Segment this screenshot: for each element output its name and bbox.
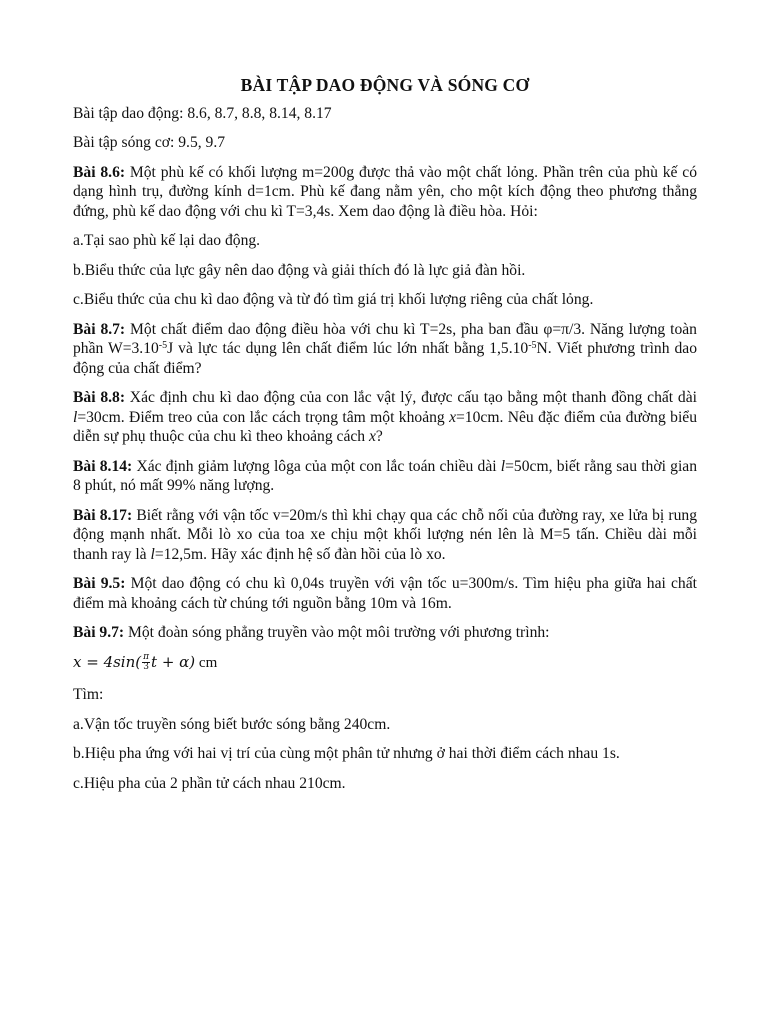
exercise-8-8 [73, 388, 697, 447]
fraction-numerator: π [143, 652, 150, 662]
exercise-8-14 [73, 457, 697, 496]
exponent: -5 [158, 340, 168, 351]
exercise-label: Bài 9.7: [73, 624, 125, 641]
page-title: BÀI TẬP DAO ĐỘNG VÀ SÓNG CƠ [240, 75, 530, 95]
exercise-text: Một chất điểm dao động điều hòa với chu kì T=2s, pha ban đầu φ=π/3. Năng lượng toàn phần W=3.10 [73, 320, 697, 357]
variable-x: x [449, 408, 457, 426]
exercise-9-7 [73, 623, 697, 643]
exercise-text: Một đoàn sóng phẳng truyền vào một môi trường với phương trình: [124, 624, 550, 641]
exercise-text: Một dao động có chu kì 0,04s truyền với vận tốc u=300m/s. Tìm hiệu pha giữa hai chất điểm mà khoảng cách từ chúng tới nguồn bằng 10m và 16m. [73, 575, 697, 612]
exercise-9-5 [73, 574, 697, 613]
exercise-text: Một phù kế có khối lượng m=200g được thả vào một chất lỏng. Phần trên của phù kế có dạng hình trụ, đường kính d=1cm. Phù kế đang nằm yên, cho một kích động theo phương thẳng đứng, phù kế dao động với chu kì T=3,4s. Xem dao động là điều hòa. Hỏi: [73, 163, 697, 220]
exercise-text: Biết rằng với vận tốc v=20m/s thì khi chạy qua các chỗ nối của đường ray, xe lửa bị rung động mạnh nhất. Mỗi lò xo của toa xe chịu một khối lượng nén lên là M=5 tấn. Chiều dài mỗi thanh ray là [73, 506, 697, 563]
fraction [142, 653, 150, 672]
exercise-label: Bài 8.14: [73, 457, 133, 475]
exercise-9-7-part-c: c.Hiệu pha của 2 phần tử cách nhau 210cm. [73, 774, 346, 792]
exercise-text: Xác định chu kì dao động của con lắc vật lý, được cấu tạo bằng một thanh đồng chất dài [125, 389, 697, 406]
equation-lhs: x = 4sin( [73, 652, 142, 671]
document-page [73, 76, 697, 803]
variable-l: l [73, 408, 78, 426]
exercise-text: =12,5m. Hãy xác định hệ số đàn hồi của lò xo. [154, 545, 446, 563]
wave-exercise-list: Bài tập sóng cơ: 9.5, 9.7 [73, 134, 226, 151]
equation-rhs: t + α) [151, 652, 196, 671]
exercise-label: Bài 8.7: [73, 320, 126, 338]
exercise-8-6-part-c: c.Biểu thức của chu kì dao động và từ đó tìm giá trị khối lượng riêng của chất lỏng. [73, 291, 594, 308]
exercise-text: J và lực tác dụng lên chất điểm lúc lớn nhất bằng 1,5.10 [167, 340, 529, 357]
exercise-8-6 [73, 163, 697, 222]
exercise-text: =50cm, biết rằng sau thời gian 8 phút, nó mất 99% năng lượng. [73, 457, 697, 494]
variable-x: x [368, 428, 376, 445]
wave-equation [73, 653, 697, 674]
exercise-text: ? [375, 428, 383, 445]
exercise-text: =30cm. Điểm treo của con lắc cách trọng tâm một khoảng [77, 408, 450, 426]
variable-l: l [500, 457, 506, 475]
exercise-9-7-part-a: a.Vận tốc truyền sóng biết bước sóng bằng 240cm. [73, 715, 391, 733]
exercise-label: Bài 9.5: [73, 575, 126, 592]
exercise-label: Bài 8.6: [73, 163, 126, 181]
exercise-text: Xác định giảm lượng lôga của một con lắc toán chiều dài [132, 457, 501, 475]
oscillation-exercise-list: Bài tập dao động: 8.6, 8.7, 8.8, 8.14, 8.17 [73, 104, 332, 122]
exponent: -5 [528, 340, 537, 351]
exercise-text: N. Viết phương trình dao động của chất điểm? [73, 340, 697, 377]
exercise-8-7 [73, 320, 697, 379]
find-label: Tìm: [73, 686, 104, 703]
equation-unit: cm [195, 654, 218, 671]
variable-l: l [150, 545, 155, 563]
exercise-text: =10cm. Nêu đặc điểm của đường biểu diễn sự phụ thuộc của chu kì theo khoảng cách [73, 408, 697, 445]
exercise-8-6-part-b: b.Biểu thức của lực gây nên dao động và giải thích đó là lực giả đàn hồi. [73, 261, 526, 279]
exercise-label: Bài 8.8: [73, 389, 126, 406]
exercise-label: Bài 8.17: [73, 506, 133, 524]
exercise-8-6-part-a: a.Tại sao phù kế lại dao động. [73, 232, 261, 249]
exercise-9-7-part-b: b.Hiệu pha ứng với hai vị trí của cùng một phân tử nhưng ở hai thời điểm cách nhau 1s. [73, 745, 620, 762]
exercise-8-17 [73, 506, 697, 565]
fraction-denominator: 3 [143, 662, 149, 672]
